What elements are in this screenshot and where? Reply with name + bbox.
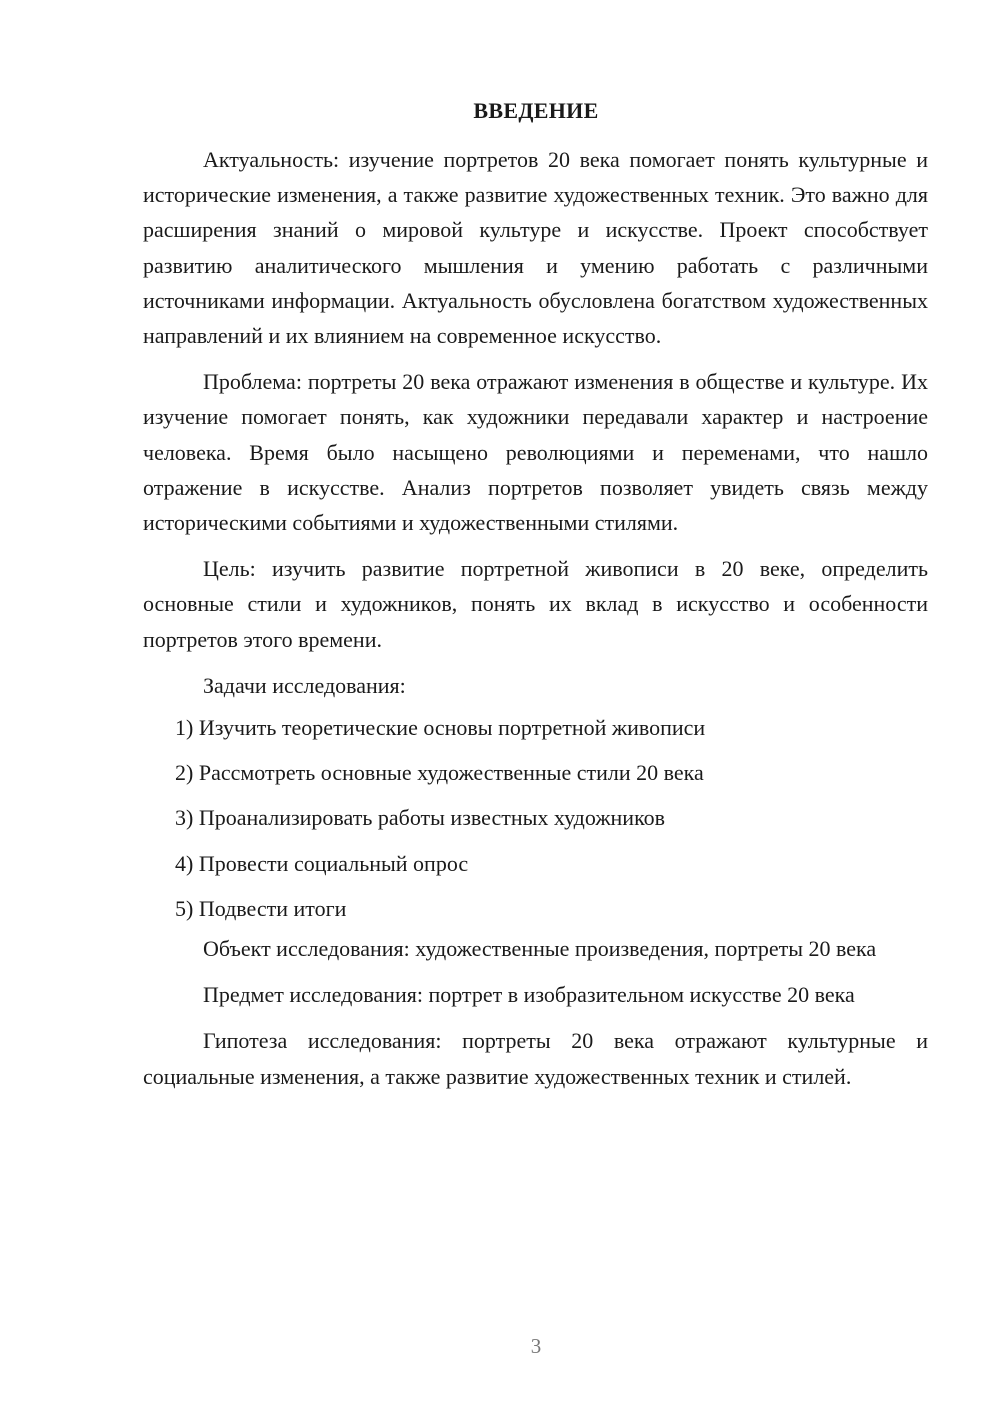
hypothesis-paragraph: Гипотеза исследования: портреты 20 века отражают культурные и социальные изменения, а также развитие художественных техник и стилей. bbox=[143, 1028, 928, 1089]
task-text: Проанализировать работы известных художников bbox=[198, 805, 666, 831]
page-content bbox=[143, 142, 928, 1094]
page-number: 3 bbox=[530, 1334, 542, 1358]
object-paragraph: Объект исследования: художественные произведения, портреты 20 века bbox=[203, 935, 877, 961]
problem-paragraph: Проблема: портреты 20 века отражают изменения в обществе и культуре. Их изучение помогает понять, как художники передавали характер и настроение человека. Время было насыщено революциями и переменами, что нашло отражение в искусстве. Анализ портретов позволяет увидеть связь между историческими событиями и художественными стилями. bbox=[143, 369, 928, 536]
page-title: ВВЕДЕНИЕ bbox=[473, 98, 599, 123]
tasks-heading: Задачи исследования: bbox=[203, 672, 406, 698]
task-number: 4) bbox=[175, 850, 194, 876]
task-item bbox=[143, 705, 928, 750]
task-item bbox=[143, 750, 928, 795]
task-text: Рассмотреть основные художественные стили 20 века bbox=[198, 760, 704, 786]
task-item bbox=[143, 795, 928, 840]
relevance-paragraph: Актуальность: изучение портретов 20 века помогает понять культурные и исторические изменения, а также развитие художественных техник. Это важно для расширения знаний о мировой культуре и искусстве. Проект способствует развитию аналитического мышления и умению работать с различными источниками информации. Актуальность обусловлена богатством художественных направлений и их влиянием на современное искусство. bbox=[143, 147, 928, 349]
task-text: Изучить теоретические основы портретной живописи bbox=[198, 715, 706, 741]
task-number: 3) bbox=[175, 805, 194, 831]
task-number: 2) bbox=[175, 760, 194, 786]
task-number: 5) bbox=[175, 895, 194, 921]
task-item bbox=[143, 841, 928, 886]
task-number: 1) bbox=[175, 715, 194, 741]
task-text: Провести социальный опрос bbox=[198, 850, 469, 876]
subject-paragraph: Предмет исследования: портрет в изобразительном искусстве 20 века bbox=[203, 982, 855, 1008]
task-text: Подвести итоги bbox=[198, 895, 347, 921]
goal-paragraph: Цель: изучить развитие портретной живописи в 20 веке, определить основные стили и художников, понять их вклад в искусство и особенности портретов этого времени. bbox=[143, 556, 928, 652]
task-item bbox=[143, 886, 928, 931]
